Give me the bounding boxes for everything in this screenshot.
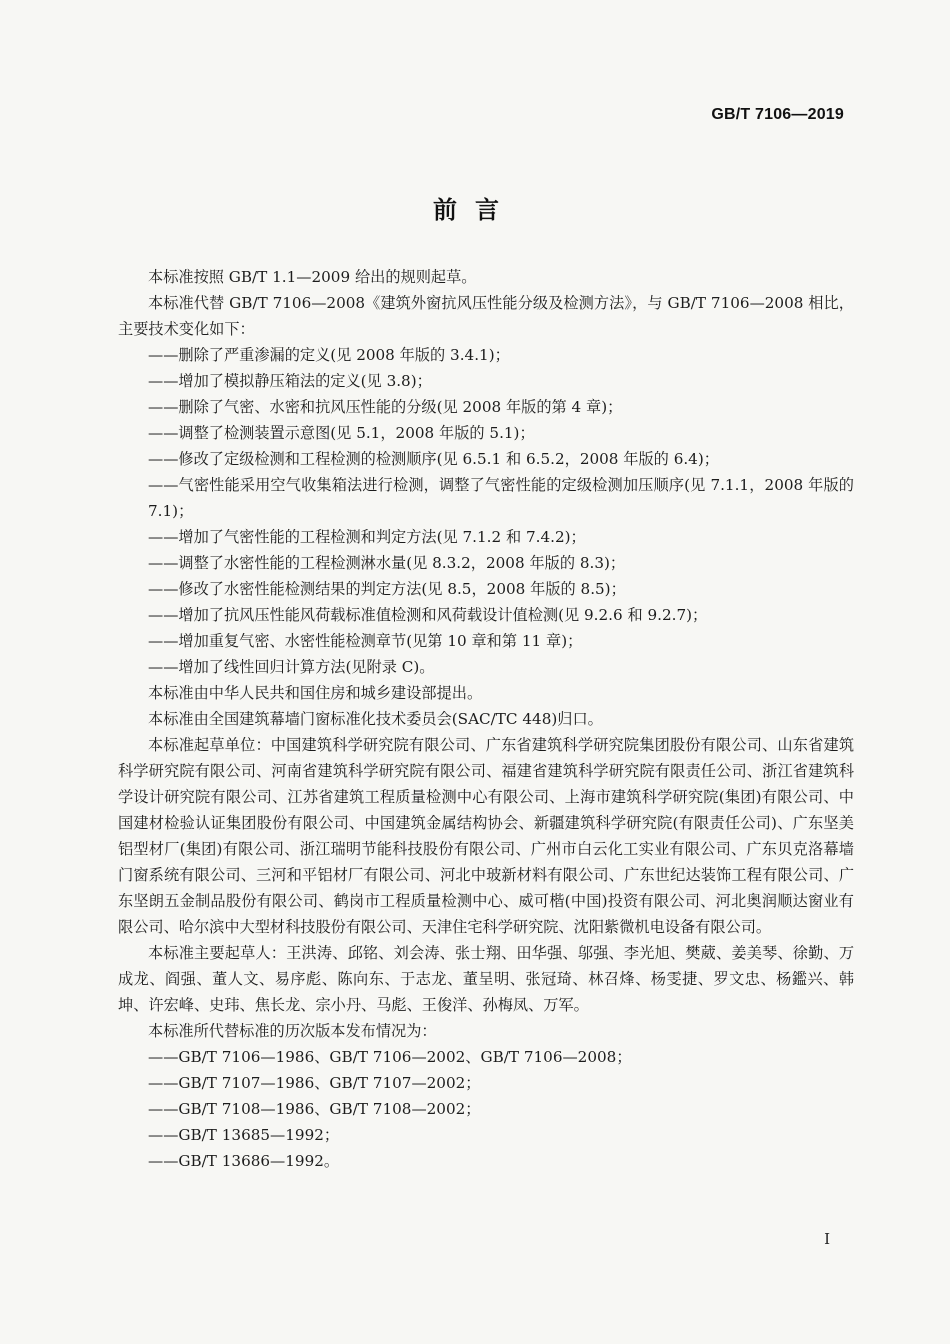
change-item: ——修改了水密性能检测结果的判定方法(见 8.5，2008 年版的 8.5)；	[148, 580, 626, 598]
paragraph-history-intro: 本标准所代替标准的历次版本发布情况为：	[148, 1022, 437, 1040]
history-item: ——GB/T 7106—1986、GB/T 7106—2002、GB/T 7106—2008；	[148, 1048, 632, 1066]
history-item: ——GB/T 7107—1986、GB/T 7107—2002；	[148, 1074, 481, 1092]
changes-list	[118, 342, 854, 680]
paragraph-committee: 本标准由全国建筑幕墙门窗标准化技术委员会(SAC/TC 448)归口。	[148, 710, 603, 728]
change-item: ——增加了模拟静压箱法的定义(见 3.8)；	[148, 372, 432, 390]
paragraph-proposer: 本标准由中华人民共和国住房和城乡建设部提出。	[148, 684, 483, 702]
history-item: ——GB/T 13685—1992；	[148, 1126, 340, 1144]
change-item: ——增加了抗风压性能风荷载标准值检测和风荷载设计值检测(见 9.2.6 和 9.2.7)；	[148, 606, 708, 624]
page-number: I	[824, 1230, 830, 1248]
paragraph-drafters: 本标准主要起草人：王洪涛、邱铭、刘会涛、张士翔、田华强、邬强、李光旭、樊葳、姜美琴、徐勤、万成龙、阎强、董人文、易序彪、陈向东、于志龙、董呈明、张冠琦、林召烽、杨雯捷、罗文忠、杨鑑兴、韩坤、许宏峰、史玮、焦长龙、宗小丹、马彪、王俊洋、孙梅凤、万军。	[118, 944, 854, 1014]
change-item: ——气密性能采用空气收集箱法进行检测，调整了气密性能的定级检测加压顺序(见 7.1.1，2008 年版的 7.1)；	[148, 476, 854, 520]
page-title: 前言	[433, 196, 517, 224]
change-item: ——调整了检测装置示意图(见 5.1，2008 年版的 5.1)；	[148, 424, 535, 442]
history-list	[118, 1044, 854, 1174]
change-item: ——增加重复气密、水密性能检测章节(见第 10 章和第 11 章)；	[148, 632, 583, 650]
change-item: ——调整了水密性能的工程检测淋水量(见 8.3.2，2008 年版的 8.3)；	[148, 554, 626, 572]
change-item: ——增加了气密性能的工程检测和判定方法(见 7.1.2 和 7.4.2)；	[148, 528, 586, 546]
change-item: ——增加了线性回归计算方法(见附录 C)。	[148, 658, 435, 676]
change-item: ——修改了定级检测和工程检测的检测顺序(见 6.5.1 和 6.5.2，2008 年版的 6.4)；	[148, 450, 719, 468]
change-item: ——删除了严重渗漏的定义(见 2008 年版的 3.4.1)；	[148, 346, 510, 364]
paragraph-drafting-rules: 本标准按照 GB/T 1.1—2009 给出的规则起草。	[148, 268, 477, 286]
standard-code: GB/T 7106—2019	[711, 106, 844, 123]
history-item: ——GB/T 7108—1986、GB/T 7108—2002；	[148, 1100, 481, 1118]
change-item: ——删除了气密、水密和抗风压性能的分级(见 2008 年版的第 4 章)；	[148, 398, 623, 416]
paragraph-replacement: 本标准代替 GB/T 7106—2008《建筑外窗抗风压性能分级及检测方法》，与 GB/T 7106—2008 相比，主要技术变化如下：	[118, 294, 854, 338]
foreword-body	[118, 264, 854, 1174]
history-item: ——GB/T 13686—1992。	[148, 1152, 340, 1170]
paragraph-drafting-units: 本标准起草单位：中国建筑科学研究院有限公司、广东省建筑科学研究院集团股份有限公司、山东省建筑科学研究院有限公司、河南省建筑科学研究院有限公司、福建省建筑科学研究院有限责任公司、浙江省建筑科学设计研究院有限公司、江苏省建筑工程质量检测中心有限公司、上海市建筑科学研究院(集团)有限公司、中国建材检验认证集团股份有限公司、中国建筑金属结构协会、新疆建筑科学研究院(有限责任公司)、广东坚美铝型材厂(集团)有限公司、浙江瑞明节能科技股份有限公司、广州市白云化工实业有限公司、广东贝克洛幕墙门窗系统有限公司、三河和平铝材厂有限公司、河北中玻新材料有限公司、广东世纪达装饰工程有限公司、广东坚朗五金制品股份有限公司、鹤岗市工程质量检测中心、威可楷(中国)投资有限公司、河北奥润顺达窗业有限公司、哈尔滨中大型材科技股份有限公司、天津住宅科学研究院、沈阳紫微机电设备有限公司。	[118, 736, 854, 936]
